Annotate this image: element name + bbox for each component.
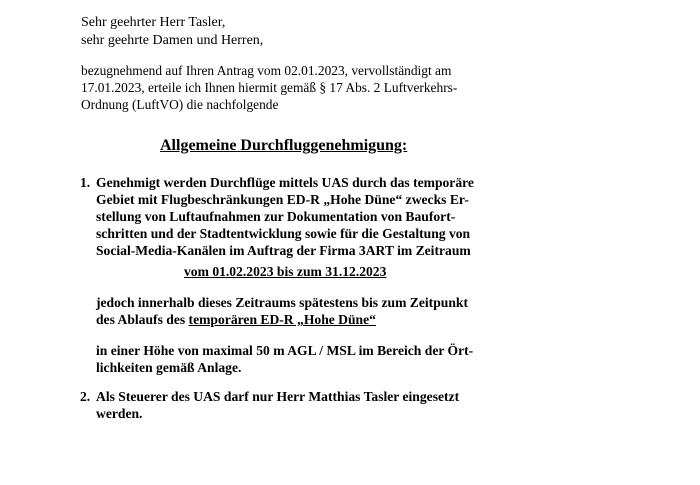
item-1-line-5: Social-Media-Kanälen im Auftrag der Firma 3ART im Zeitraum [96, 243, 471, 258]
item-1-line-4: schritten und der Stadtentwicklung sowie für die Gestaltung von [96, 226, 471, 241]
height-line-1: in einer Höhe von maximal 50 m AGL / MSL im Bereich der Ört- [96, 343, 474, 358]
item-1-line-1: Genehmigt werden Durchflüge mittels UAS durch das temporäre [96, 175, 474, 190]
item-2-number: 2. [80, 389, 91, 404]
height-line-2: lichkeiten gemäß Anlage. [96, 360, 242, 375]
limit-line-2 [96, 311, 376, 329]
item-2-line-1: Als Steuerer des UAS darf nur Herr Matthias Tasler eingesetzt [96, 389, 460, 404]
intro-line-3: Ordnung (LuftVO) die nachfolgende [81, 97, 279, 112]
item-1-line-3: stellung von Luftaufnahmen zur Dokumentation von Baufort- [96, 209, 456, 224]
intro-line-1: bezugnehmend auf Ihren Antrag vom 02.01.2023, vervollständigt am [81, 63, 452, 78]
salutation-line-2: sehr geehrte Damen und Herren, [81, 33, 264, 48]
restricted-area-name: temporären ED-R „Hohe Düne“ [188, 312, 376, 327]
item-1-number: 1. [80, 175, 91, 190]
intro-line-2: 17.01.2023, erteile ich Ihnen hiermit gemäß § 17 Abs. 2 Luftverkehrs- [81, 80, 458, 95]
limit-line-1: jedoch innerhalb dieses Zeitraums spätestens bis zum Zeitpunkt [96, 295, 468, 310]
item-1-line-2: Gebiet mit Flugbeschränkungen ED-R „Hohe Düne“ zwecks Er- [96, 192, 469, 207]
permit-period: vom 01.02.2023 bis zum 31.12.2023 [184, 264, 387, 279]
item-2-line-2: werden. [96, 406, 143, 421]
limit-line-2-prefix: des Ablaufs des [96, 312, 189, 327]
salutation-line-1: Sehr geehrter Herr Tasler, [81, 15, 226, 30]
section-heading: Allgemeine Durchfluggenehmigung: [160, 137, 408, 154]
